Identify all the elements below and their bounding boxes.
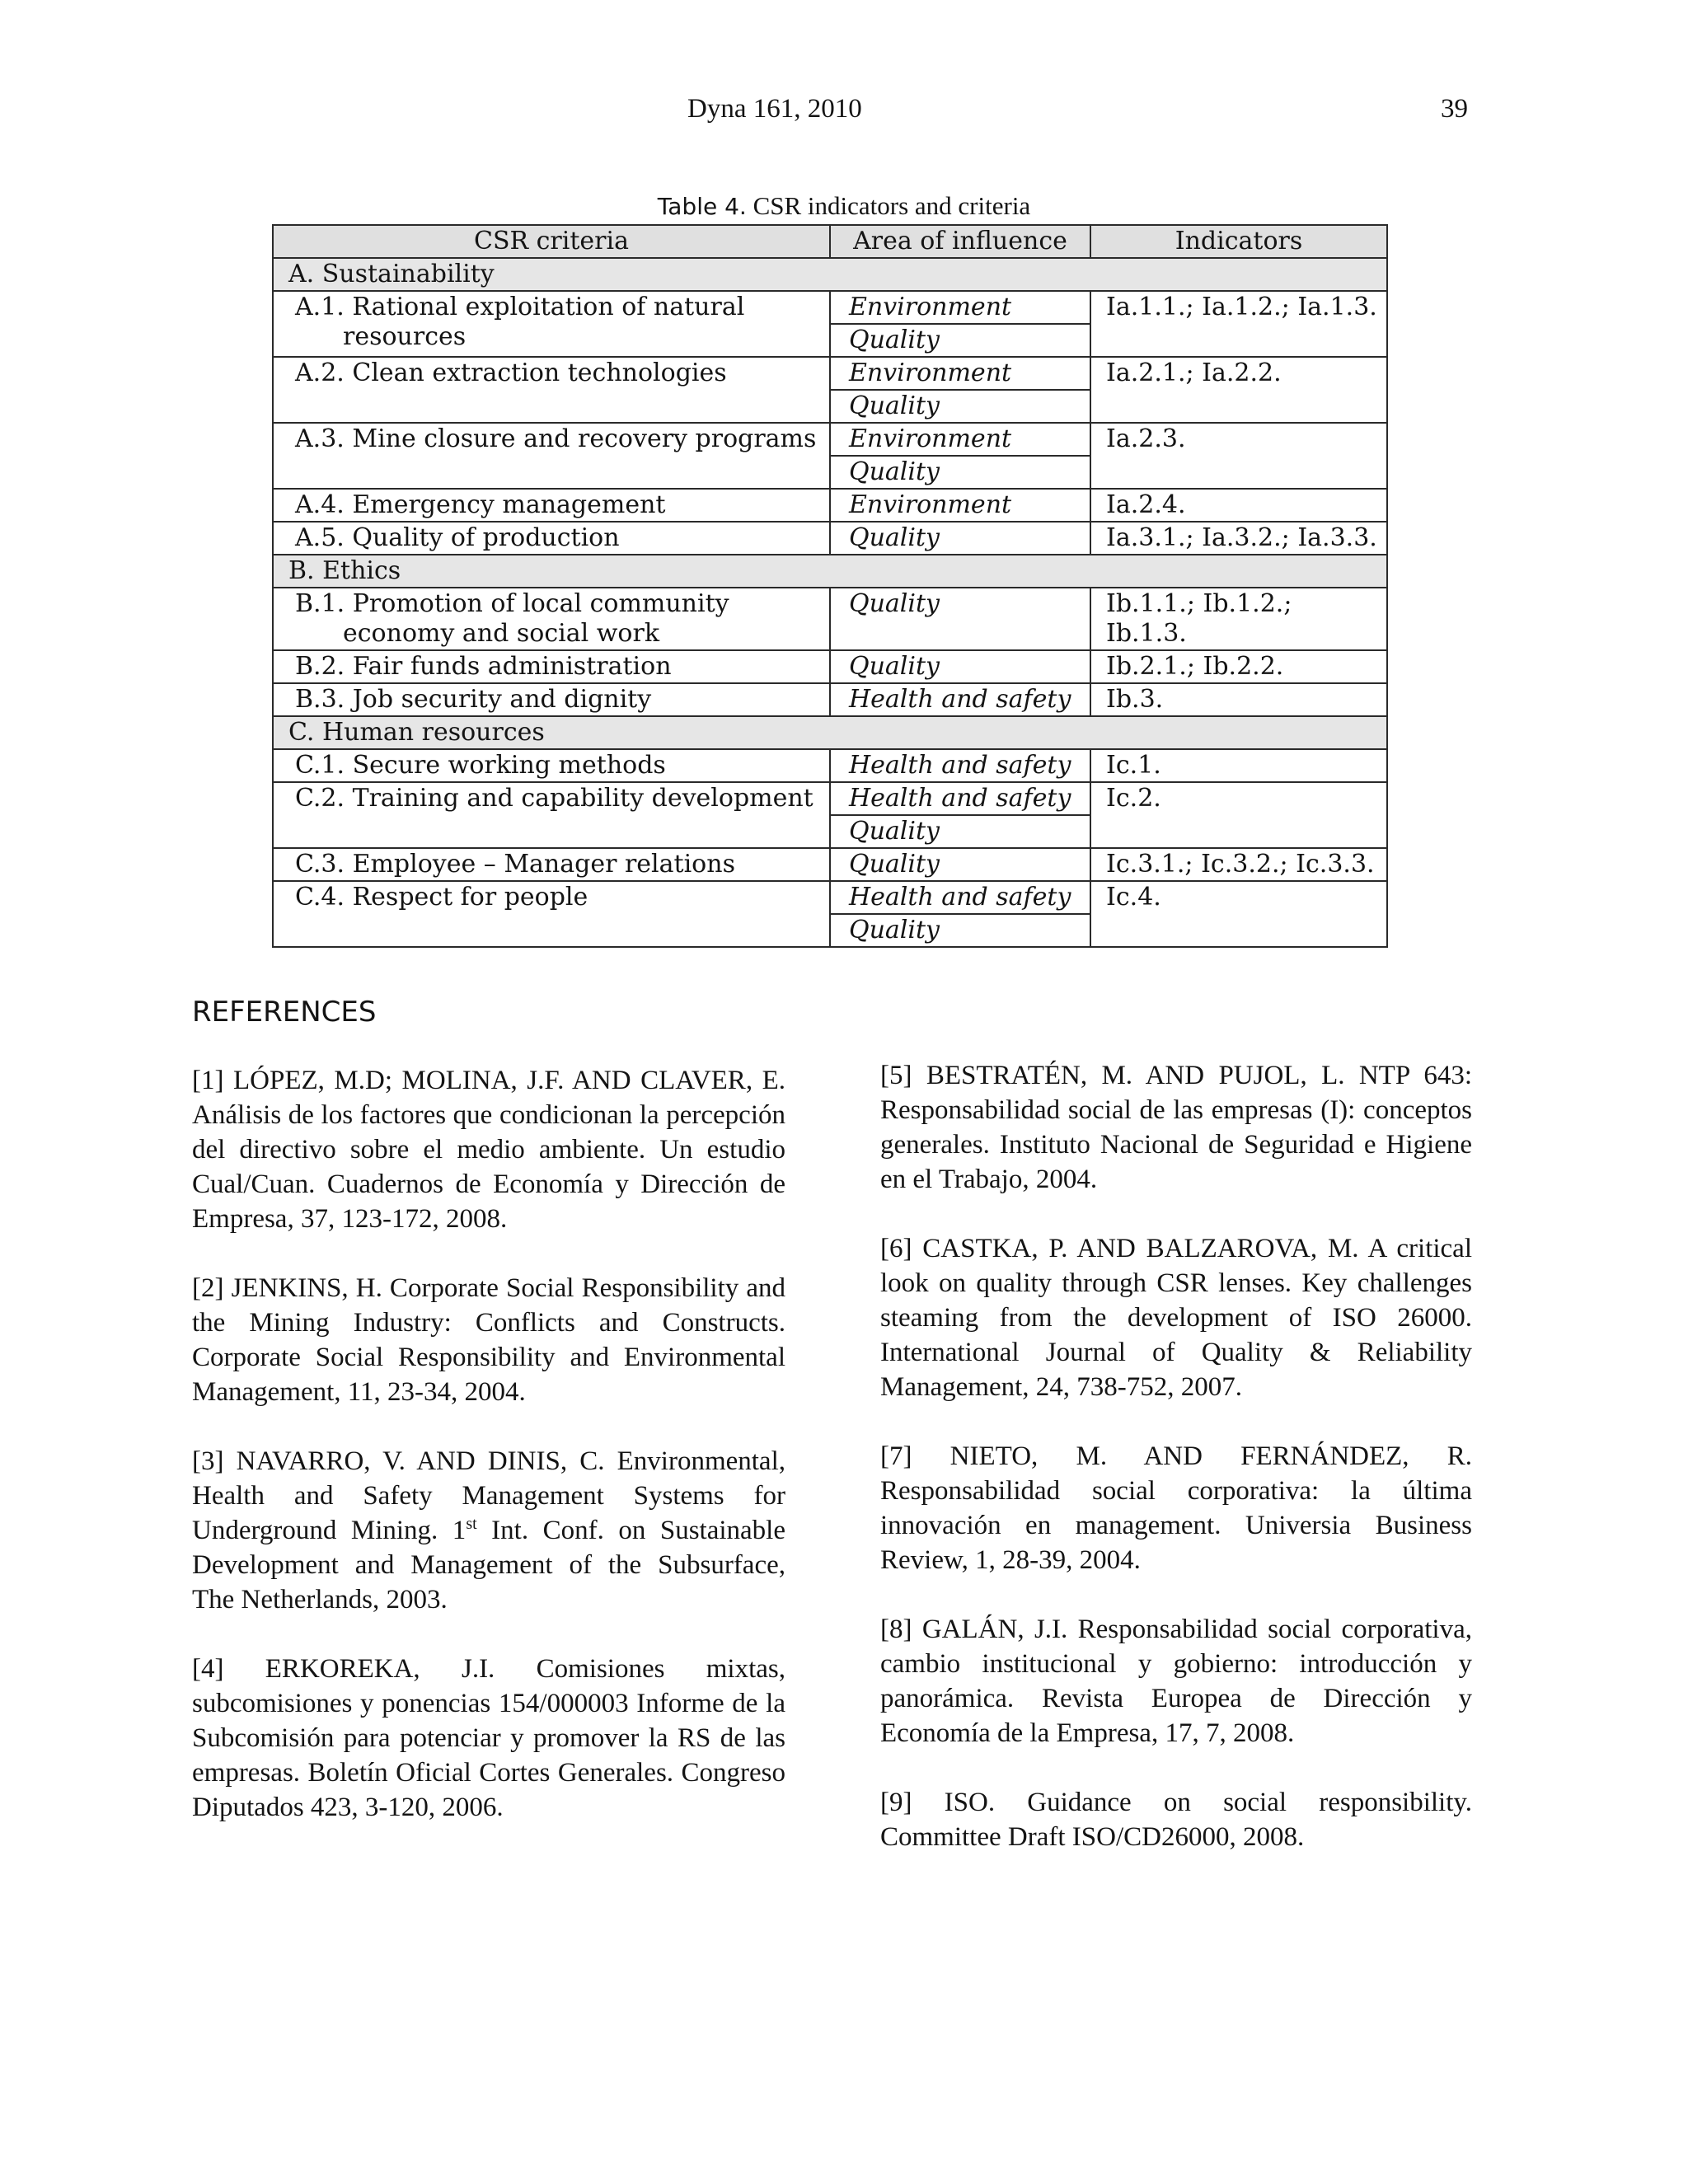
- table-row: [273, 291, 1387, 324]
- criteria-cell: A.2. Clean extraction technologies: [273, 357, 830, 423]
- area-cell: Environment: [830, 489, 1090, 522]
- reference-item: [8] GALÁN, J.I. Responsabilidad social corporativa, cambio institucional y gobierno: introducción y panorámica. Revista Europea de Dirección y Economía de la Empresa, 17, 7, 2008.: [880, 1615, 1472, 1748]
- area-cell: Environment: [830, 291, 1090, 324]
- area-cell: Health and safety: [830, 782, 1090, 815]
- indicator-cell: Ic.4.: [1090, 881, 1387, 947]
- area-cell: Quality: [830, 324, 1090, 357]
- criteria-cell: C.4. Respect for people: [273, 881, 830, 947]
- area-cell: Quality: [830, 390, 1090, 423]
- reference-item: [192, 1444, 785, 1617]
- indicator-cell: Ib.1.1.; Ib.1.2.; Ib.1.3.: [1090, 588, 1387, 650]
- table-row: [273, 848, 1387, 881]
- indicator-cell: Ib.3.: [1090, 683, 1387, 716]
- table-row: [273, 357, 1387, 390]
- table-caption-text: CSR indicators and criteria: [753, 191, 1031, 220]
- section-row: [273, 716, 1387, 749]
- reference-item: [1] LÓPEZ, M.D; MOLINA, J.F. AND CLAVER, E. Análisis de los factores que condicionan la percepción del directivo sobre el medio ambiente. Un estudio Cual/Cuan. Cuadernos de Economía y Dirección de Empresa, 37, 123-172, 2008.: [192, 1066, 785, 1234]
- area-cell: Quality: [830, 522, 1090, 555]
- reference-item: [7] NIETO, M. AND FERNÁNDEZ, R. Responsabilidad social corporativa: la última innovación en management. Universia Business Review, 1, 28-39, 2004.: [880, 1441, 1472, 1575]
- table-row: [273, 749, 1387, 782]
- section-label: C. Human resources: [273, 716, 1387, 749]
- reference-item: [5] BESTRATÉN, M. AND PUJOL, L. NTP 643: Responsabilidad social de las empresas (I): conceptos generales. Instituto Nacional de Seguridad e Higiene en el Trabajo, 2004.: [880, 1061, 1472, 1194]
- page-number: 39: [1441, 94, 1468, 124]
- criteria-cell: C.3. Employee – Manager relations: [273, 848, 830, 881]
- csr-table: [272, 224, 1388, 948]
- references-column-left: [192, 1063, 785, 1859]
- column-header: Indicators: [1090, 225, 1387, 258]
- area-cell: Health and safety: [830, 683, 1090, 716]
- area-cell: Quality: [830, 848, 1090, 881]
- area-cell: Quality: [830, 456, 1090, 489]
- indicator-cell: Ia.2.1.; Ia.2.2.: [1090, 357, 1387, 423]
- indicator-cell: Ic.1.: [1090, 749, 1387, 782]
- criteria-cell: A.5. Quality of production: [273, 522, 830, 555]
- table-row: [273, 489, 1387, 522]
- indicator-cell: Ic.2.: [1090, 782, 1387, 848]
- criteria-label-continued: resources: [343, 322, 467, 351]
- indicator-cell: Ia.1.1.; Ia.1.2.; Ia.1.3.: [1090, 291, 1387, 357]
- table-caption-label: Table 4.: [657, 193, 747, 220]
- criteria-cell: B.3. Job security and dignity: [273, 683, 830, 716]
- criteria-cell: A.4. Emergency management: [273, 489, 830, 522]
- table-row: [273, 881, 1387, 914]
- criteria-cell: [273, 291, 830, 357]
- references-heading: REFERENCES: [192, 996, 377, 1029]
- table-row: [273, 650, 1387, 683]
- table-row: [273, 522, 1387, 555]
- reference-item: [6] CASTKA, P. AND BALZAROVA, M. A critical look on quality through CSR lenses. Key challenges steaming from the development of ISO 26000. International Journal of Quality & Reliability Management, 24, 738-752, 2007.: [880, 1234, 1472, 1402]
- area-cell: Quality: [830, 650, 1090, 683]
- section-row: [273, 555, 1387, 588]
- criteria-cell: C.1. Secure working methods: [273, 749, 830, 782]
- criteria-cell: [273, 588, 830, 650]
- area-cell: Health and safety: [830, 881, 1090, 914]
- column-header: CSR criteria: [273, 225, 830, 258]
- criteria-cell: A.3. Mine closure and recovery programs: [273, 423, 830, 489]
- reference-item: [4] ERKOREKA, J.I. Comisiones mixtas, subcomisiones y ponencias 154/000003 Informe de la Subcomisión para potenciar y promover la RS de las empresas. Boletín Oficial Cortes Generales. Congreso Diputados 423, 3-120, 2006.: [192, 1654, 785, 1822]
- area-cell: Health and safety: [830, 749, 1090, 782]
- indicator-cell: Ia.3.1.; Ia.3.2.; Ia.3.3.: [1090, 522, 1387, 555]
- area-cell: Quality: [830, 914, 1090, 947]
- area-cell: Quality: [830, 588, 1090, 650]
- area-cell: Environment: [830, 423, 1090, 456]
- reference-item: [2] JENKINS, H. Corporate Social Responsibility and the Mining Industry: Conflicts and Constructs. Corporate Social Responsibility and Environmental Management, 11, 23-34, 2004.: [192, 1273, 785, 1407]
- table-row: [273, 588, 1387, 650]
- table-row: [273, 423, 1387, 456]
- ordinal-superscript: st: [466, 1515, 477, 1533]
- criteria-cell: B.2. Fair funds administration: [273, 650, 830, 683]
- reference-text: Int. Conf. on Sustainable Development and Management of the Subsurface, The Netherlands, 2003.: [192, 1516, 785, 1615]
- table-row: [273, 782, 1387, 815]
- area-cell: Quality: [830, 815, 1090, 848]
- criteria-label: A.1. Rational exploitation of natural: [295, 293, 745, 321]
- criteria-cell: C.2. Training and capability development: [273, 782, 830, 848]
- criteria-label: B.1. Promotion of local community: [295, 589, 729, 618]
- table-row: [273, 683, 1387, 716]
- area-cell: Environment: [830, 357, 1090, 390]
- indicator-cell: Ia.2.3.: [1090, 423, 1387, 489]
- section-row: [273, 258, 1387, 291]
- running-header: Dyna 161, 2010: [687, 94, 862, 124]
- section-label: B. Ethics: [273, 555, 1387, 588]
- table-caption: [0, 191, 1688, 221]
- reference-text: [3] NAVARRO, V. AND DINIS, C. Environmental, Health and Safety Management Systems for Underground Mining. 1: [192, 1446, 785, 1545]
- references-column-right: [880, 1058, 1472, 1889]
- criteria-label-continued: economy and social work: [343, 619, 660, 648]
- indicator-cell: Ia.2.4.: [1090, 489, 1387, 522]
- reference-item: [9] ISO. Guidance on social responsibility. Committee Draft ISO/CD26000, 2008.: [880, 1788, 1472, 1852]
- indicator-cell: Ic.3.1.; Ic.3.2.; Ic.3.3.: [1090, 848, 1387, 881]
- column-header: Area of influence: [830, 225, 1090, 258]
- section-label: A. Sustainability: [273, 258, 1387, 291]
- table-header-row: [273, 225, 1387, 258]
- indicator-cell: Ib.2.1.; Ib.2.2.: [1090, 650, 1387, 683]
